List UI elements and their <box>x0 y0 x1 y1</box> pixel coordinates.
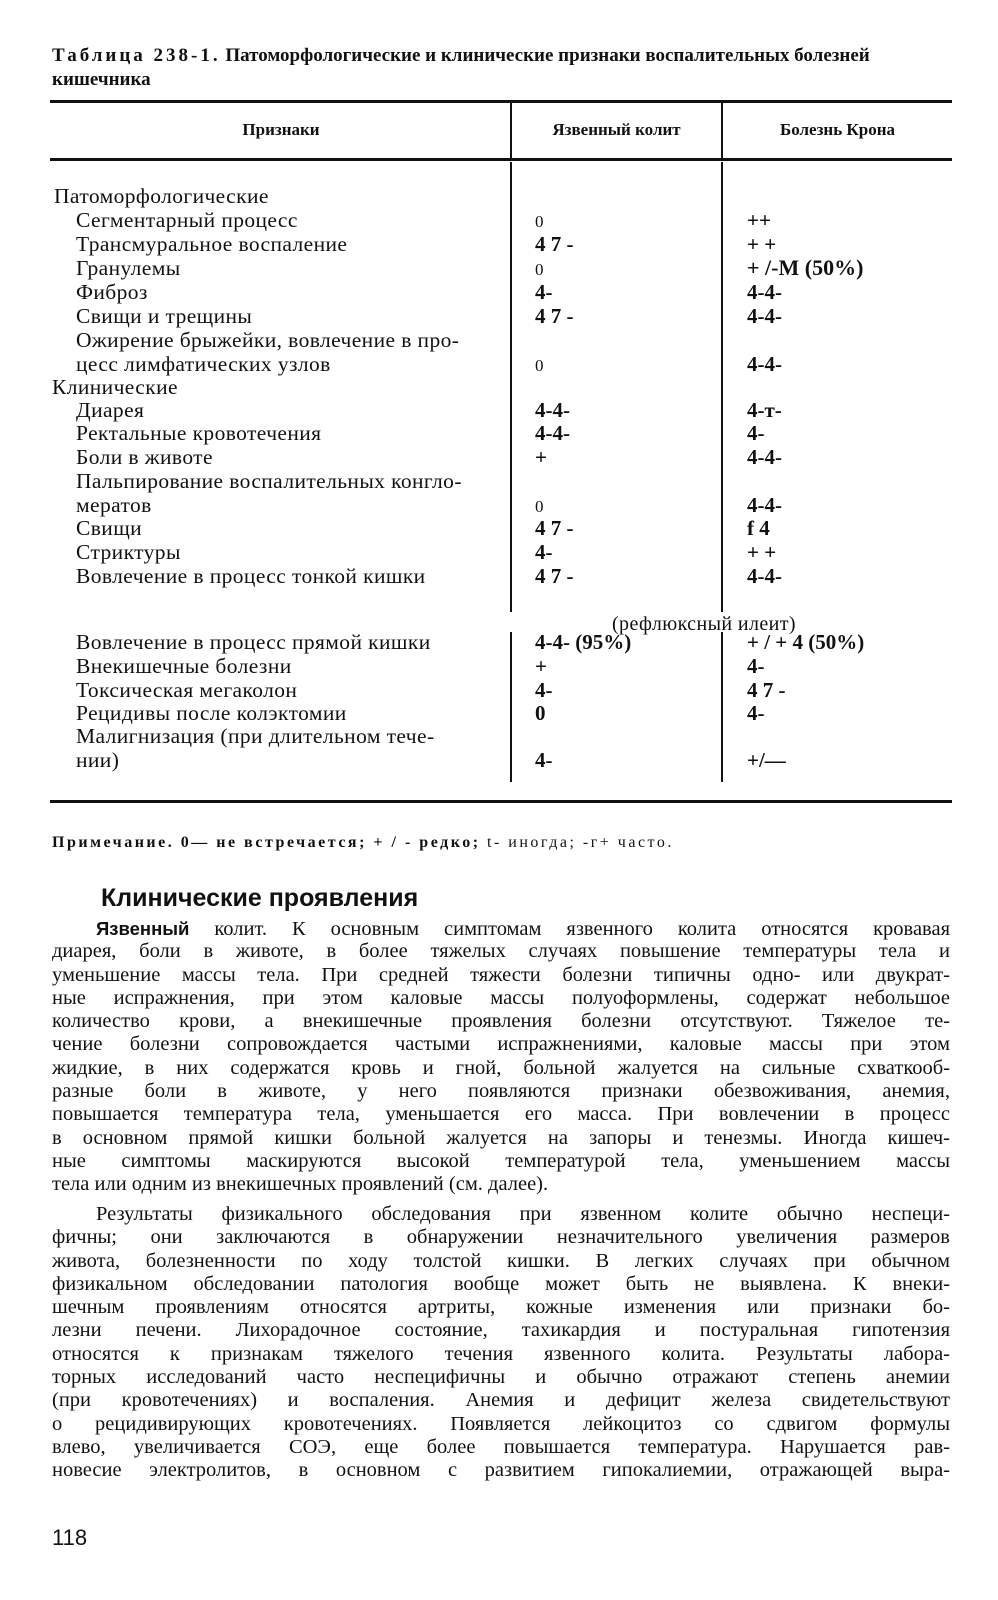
table-row-label: Диарея <box>76 398 145 422</box>
table-cell-ulcerative-colitis: + <box>535 445 547 469</box>
table-row-label: цесс лимфатических узлов <box>76 352 331 376</box>
table-row-label: Ожирение брыжейки, вовлечение в про- <box>76 328 460 352</box>
column-divider-1 <box>510 162 512 612</box>
table-row-label: Малигнизация (при длительном тече- <box>76 724 435 748</box>
paragraph-line: в основном прямой кишки больной жалуется на запоры и тенезмы. Иногда кишеч- <box>52 1126 950 1149</box>
table-cell-crohn: + + <box>747 232 777 256</box>
table-cell-crohn: 4-4- <box>747 445 782 469</box>
paragraph-line: живота, болезненности по ходу толстой кишки. В легких случаях при обычном <box>52 1249 950 1272</box>
table-row-label: Фиброз <box>76 280 148 304</box>
table-cell-ulcerative-colitis: 4 7 - <box>535 304 574 328</box>
table-caption <box>52 44 952 92</box>
table-cell-ulcerative-colitis: 4-4- <box>535 421 570 445</box>
paragraph-line-text: колит. К основным симптомам язвенного колита относятся кровавая <box>189 918 950 940</box>
paragraph-line: ные испражнения, при этом каловые массы полуоформлены, содержат небольшое <box>52 986 950 1009</box>
paragraph-line: уменьшение массы тела. При средней тяжести болезни типичны одно- или двукрат- <box>52 963 950 986</box>
table-cell-ulcerative-colitis: 4- <box>535 280 553 304</box>
paragraph-2 <box>52 1203 950 1483</box>
table-cell-crohn: 4-4- <box>747 304 782 328</box>
table-cell-ulcerative-colitis: + <box>535 654 547 678</box>
table-cell-ulcerative-colitis: 0 <box>535 701 546 725</box>
table-row-label: Вовлечение в процесс тонкой кишки <box>76 564 426 588</box>
paragraph-line: диарея, боли в животе, в более тяжелых случаях повышение температуры тела и <box>52 940 950 963</box>
table-row-label: Стриктуры <box>76 540 181 564</box>
table-row-label: Боли в животе <box>76 445 213 469</box>
table-row-label: Рецидивы после колэктомии <box>76 701 347 725</box>
table-cell-ulcerative-colitis: 0 <box>535 212 544 231</box>
table-section-label: Патоморфологические <box>54 184 269 208</box>
paragraph-line: тела или одним из внекишечных проявлений (см. далее). <box>52 1173 549 1196</box>
section-heading: Клинические проявления <box>101 884 419 912</box>
note-rest: t- иногда; -г+ часто. <box>487 834 674 851</box>
table-cell-crohn: 4- <box>747 654 765 678</box>
table-cell-crohn: + + <box>747 540 777 564</box>
column-divider-2 <box>721 162 723 612</box>
table-cell-ulcerative-colitis: 0 <box>535 356 544 375</box>
table-top-rule <box>50 100 952 103</box>
note-bold: 0— не встречается; + / - редко; <box>180 834 481 851</box>
paragraph-1 <box>52 917 950 1197</box>
paragraph-line: шечным проявлениям относятся артриты, кожные изменения или признаки бо- <box>52 1296 950 1319</box>
table-cell-ulcerative-colitis: 4 7 - <box>535 564 574 588</box>
header-crohn-disease: Болезнь Крона <box>779 120 896 139</box>
table-cell-ulcerative-colitis: 4- <box>535 540 553 564</box>
table-header-rule <box>50 158 952 161</box>
paragraph-line: Результаты физикального обследования при язвенном колите обычно неспеци- <box>96 1203 950 1225</box>
table-cell-ulcerative-colitis: 4 7 - <box>535 516 574 540</box>
paragraph-line: повышается температура тела, уменьшается его масса. При вовлечении в процесс <box>52 1103 950 1126</box>
table-row-label: Сегментарный процесс <box>76 208 298 232</box>
table-cell-crohn: 4 7 - <box>747 678 786 702</box>
paragraph-line: (при кровотечениях) и воспаления. Анемия и дефицит железа свидетельствуют <box>52 1389 950 1412</box>
table-cell-ulcerative-colitis: 4-4- <box>535 398 570 422</box>
table-cell-crohn: ++ <box>747 208 771 232</box>
table-cell-crohn: 4- <box>747 421 765 445</box>
table-row-label: Трансмуральное воспаление <box>76 232 348 256</box>
paragraph-line <box>52 917 950 940</box>
table-row-label: нии) <box>76 748 120 772</box>
table-caption-number: Таблица 238-1. <box>52 45 221 66</box>
table-cell-crohn: 4-4- <box>747 493 782 517</box>
paragraph-line: торных исследований часто неспецифичны и обычно отражают степень анемии <box>52 1366 950 1389</box>
paragraph-line: физикальном обследовании патология вообще может быть не выявлена. К внеки- <box>52 1272 950 1295</box>
table-row-label: мератов <box>76 493 152 517</box>
table-cell-crohn: 4- <box>747 701 765 725</box>
paragraph-line: чение болезни сопровождается частыми испражнениями, каловые массы при этом <box>52 1033 950 1056</box>
table-row-label: Внекишечные болезни <box>76 654 292 678</box>
table-cell-crohn: 4-т- <box>747 398 782 422</box>
note-lead: Примечание. <box>52 834 175 851</box>
paragraph-line: разные боли в животе, у него появляются признаки обезвоживания, анемия, <box>52 1080 950 1103</box>
paragraph-line: влево, увеличивается СОЭ, еще более повышается температура. Нарушается рав- <box>52 1435 950 1458</box>
paragraph-lead-word: Язвенный <box>96 918 190 939</box>
table-bottom-rule <box>50 800 952 803</box>
column-divider-2b <box>721 632 723 782</box>
table-cell-ulcerative-colitis: 4- <box>535 748 553 772</box>
table-cell-crohn: 4-4- <box>747 564 782 588</box>
paragraph-line: фичны; они заключаются в обнаружении незначительного увеличения размеров <box>52 1226 950 1249</box>
header-features: Признаки <box>242 120 320 139</box>
table-row-label: Свищи и трещины <box>76 304 253 328</box>
table-span-note: (рефлюксный илеит) <box>612 613 796 635</box>
table-row-label: Свищи <box>76 516 143 540</box>
table-row-label: Токсическая мегаколон <box>76 678 298 702</box>
table-row-label: Вовлечение в процесс прямой кишки <box>76 630 431 654</box>
table-cell-crohn: + / + 4 (50%) <box>747 630 865 654</box>
table-row-label: Пальпирование воспалительных конгло- <box>76 469 462 493</box>
table-cell-crohn: 4-4- <box>747 352 782 376</box>
paragraph-line: ные симптомы маскируются высокой температурой тела, уменьшением массы <box>52 1149 950 1172</box>
table-cell-ulcerative-colitis: 0 <box>535 260 544 279</box>
paragraph-line: о рецидивирующих кровотечениях. Появляется лейкоцитоз со сдвигом формулы <box>52 1412 950 1435</box>
table-note <box>52 834 674 852</box>
table-caption-title: Патоморфологические и клинические признаки воспалительных болезней кишечника <box>52 45 870 90</box>
table-cell-crohn: 4-4- <box>747 280 782 304</box>
table-section-label: Клинические <box>52 375 178 399</box>
table-row-label: Ректальные кровотечения <box>76 421 322 445</box>
page-number: 118 <box>52 1525 88 1550</box>
table-row-label: Гранулемы <box>76 256 181 280</box>
paragraph-line: лезни печени. Лихорадочное состояние, тахикардия и постуральная гипотензия <box>52 1319 950 1342</box>
table-cell-crohn: + /-М (50%) <box>747 255 864 280</box>
table-cell-crohn: +/— <box>747 748 786 772</box>
table-cell-ulcerative-colitis: 4-4- (95%) <box>535 630 632 654</box>
paragraph-line: новесие электролитов, в основном с развитием гипокалиемии, отражающей выра- <box>52 1459 950 1482</box>
table-cell-ulcerative-colitis: 4 7 - <box>535 232 574 256</box>
paragraph-line: жидкие, в них содержатся кровь и гной, больной жалуется на сильные схваткооб- <box>52 1056 950 1079</box>
column-divider-1b <box>510 632 512 782</box>
table-cell-crohn: f 4 <box>747 516 770 540</box>
table-cell-ulcerative-colitis: 4- <box>535 678 553 702</box>
header-ulcerative-colitis: Язвенный колит <box>552 120 681 139</box>
paragraph-line: количество крови, а внекишечные проявления болезни отсутствуют. Тяжелое те- <box>52 1010 950 1033</box>
table-cell-ulcerative-colitis: 0 <box>535 497 544 516</box>
paragraph-line: относятся к признакам тяжелого течения язвенного колита. Результаты лабора- <box>52 1342 950 1365</box>
